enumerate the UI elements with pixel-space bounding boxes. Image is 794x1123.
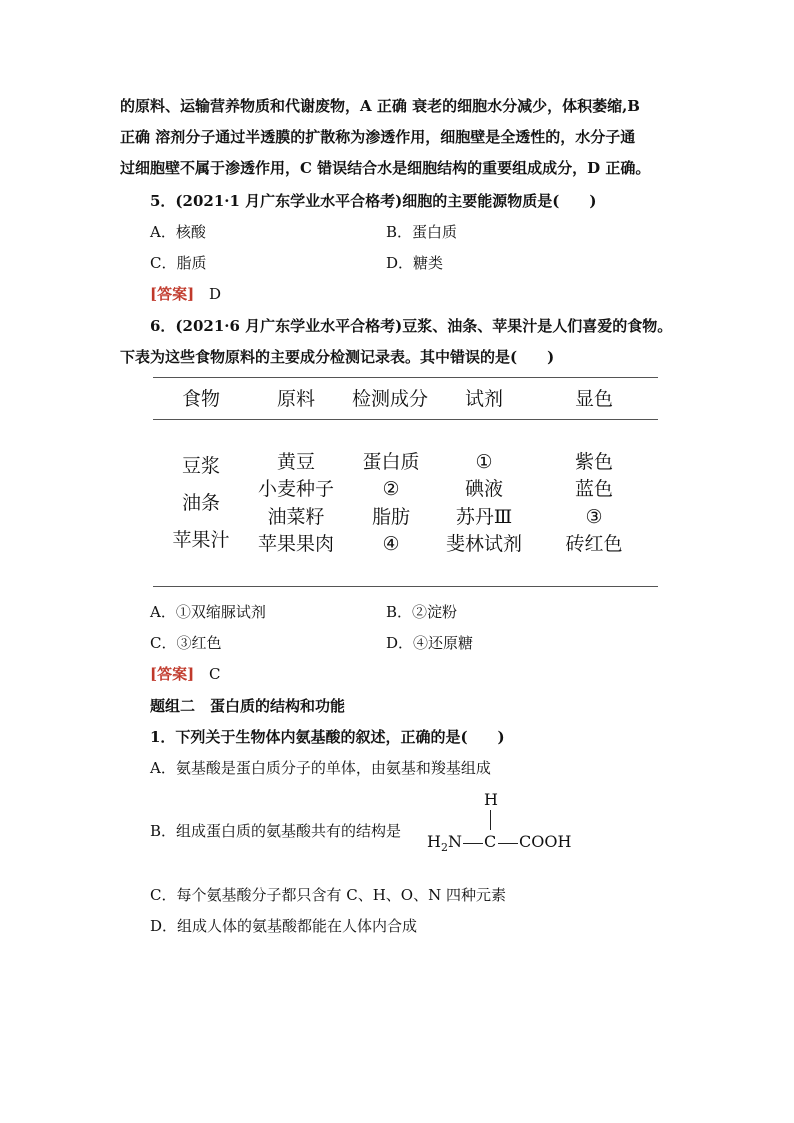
q1-option-a: A．氨基酸是蛋白质分子的单体，由氨基和羧基组成 <box>150 759 491 777</box>
header-material: 原料 <box>276 388 315 410</box>
reagent-cell: 苏丹Ⅲ <box>455 506 513 528</box>
q5-option-a: A．核酸 <box>150 223 206 241</box>
header-reagent: 试剂 <box>464 388 503 410</box>
q1-stem: 1．下列关于生物体内氨基酸的叙述，正确的是( ) <box>150 728 505 746</box>
q6-option-a: A．①双缩脲试剂 <box>150 603 266 621</box>
header-component: 检测成分 <box>351 388 428 410</box>
q6-stem-line-2: 下表为这些食物原料的主要成分检测记录表。其中错误的是( ) <box>120 348 555 366</box>
header-color: 显色 <box>574 388 613 410</box>
formula-right-bond <box>498 843 518 844</box>
component-cell: ④ <box>382 533 400 555</box>
material-cell: 黄豆 <box>276 451 315 473</box>
reagent-cell: 碘液 <box>464 478 503 500</box>
food-cell: 苹果汁 <box>172 529 230 551</box>
q1-option-b: B．组成蛋白质的氨基酸共有的结构是 <box>150 822 402 840</box>
material-cell: 油菜籽 <box>267 506 325 528</box>
q6-answer <box>150 664 220 684</box>
q1-option-d: D．组成人体的氨基酸都能在人体内合成 <box>150 917 418 935</box>
q1-option-c: C．每个氨基酸分子都只含有 C、H、O、N 四种元素 <box>150 886 506 904</box>
table-top-rule <box>153 377 658 378</box>
food-cell: 豆浆 <box>181 455 220 477</box>
answer-tag: [答案] <box>150 665 195 683</box>
formula-left-bond <box>463 843 483 844</box>
food-cell: 油条 <box>181 492 220 514</box>
header-food: 食物 <box>181 388 220 410</box>
component-cell: ② <box>382 478 400 500</box>
color-cell: ③ <box>585 506 603 528</box>
q5-answer <box>150 284 221 304</box>
q6-option-c: C．③红色 <box>150 634 222 652</box>
q5-stem: 5．(2021·1 月广东学业水平合格考)细胞的主要能源物质是( ) <box>150 192 597 210</box>
table-header-rule <box>153 419 658 420</box>
reagent-cell: 斐林试剂 <box>445 533 522 555</box>
material-cell: 小麦种子 <box>257 478 334 500</box>
explanation-line-2: 正确 溶剂分子通过半透膜的扩散称为渗透作用，细胞壁是全透性的，水分子通 <box>120 128 636 146</box>
q6-option-d: D．④还原糖 <box>386 634 474 652</box>
explanation-line-1: 的原料、运输营养物质和代谢废物，A 正确 衰老的细胞水分减少，体积萎缩,B <box>120 97 640 115</box>
component-cell: 脂肪 <box>371 506 410 528</box>
formula-top-h: H <box>484 790 498 809</box>
material-cell: 苹果果肉 <box>257 533 334 555</box>
answer-value: D <box>208 285 222 303</box>
q6-stem-line-1: 6．(2021·6 月广东学业水平合格考)豆浆、油条、苹果汁是人们喜爱的食物。 <box>150 317 673 335</box>
group-title: 题组二 蛋白质的结构和功能 <box>150 697 346 715</box>
color-cell: 蓝色 <box>574 478 613 500</box>
q6-option-b: B．②淀粉 <box>386 603 458 621</box>
q5-option-c: C．脂质 <box>150 254 207 272</box>
explanation-line-3: 过细胞壁不属于渗透作用，C 错误结合水是细胞结构的重要组成成分，D 正确。 <box>120 159 651 177</box>
table-bottom-rule <box>153 586 658 587</box>
q5-option-b: B．蛋白质 <box>386 223 458 241</box>
color-cell: 砖红色 <box>565 533 623 555</box>
q5-option-d: D．糖类 <box>386 254 444 272</box>
formula-vertical-bond <box>490 810 491 830</box>
component-cell: 蛋白质 <box>362 451 420 473</box>
color-cell: 紫色 <box>574 451 613 473</box>
answer-tag: [答案] <box>150 285 195 303</box>
answer-value: C <box>208 665 221 683</box>
reagent-cell: ① <box>475 451 493 473</box>
formula-center-c: C <box>484 832 497 851</box>
formula-carboxyl-group: COOH <box>519 832 572 851</box>
formula-amino-group: $H_2N$ <box>427 832 462 855</box>
